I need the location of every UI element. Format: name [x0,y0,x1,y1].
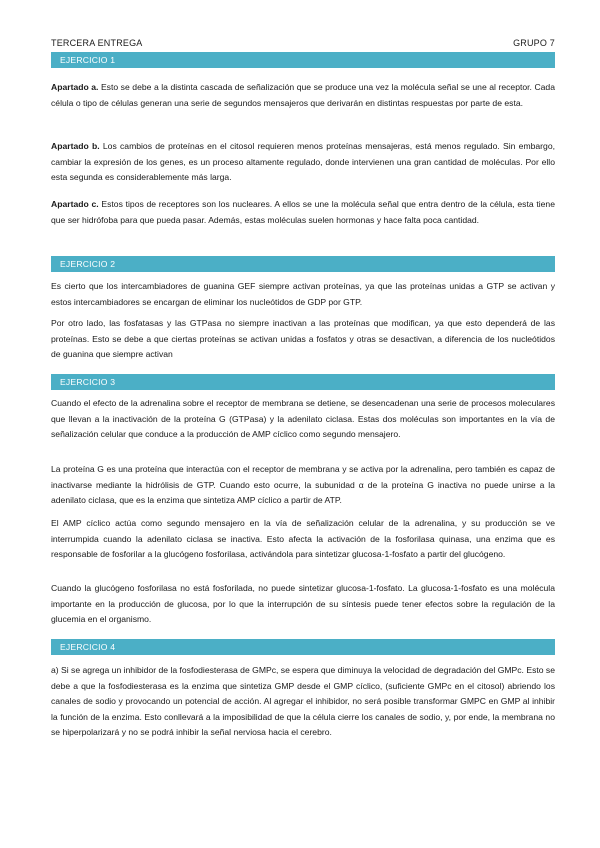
paragraph [51,80,555,111]
paragraph [51,139,555,186]
paragraph: Cuando la glucógeno fosforilasa no está fosforilada, no puede sintetizar glucosa-1-fosfato. La glucosa-1-fosfato es una molécula importante en la producción de glucosa, por lo que la interrupción de su síntesis puede tener efectos sobre la regulación de la glucemia en el organismo. [51,583,555,625]
paragraph: Cuando el efecto de la adrenalina sobre el receptor de membrana se detiene, se desencadenan una serie de procesos moleculares que llevan a la inactivación de la proteína G (GTPasa) y la adenilato ciclasa. Estas dos moléculas son importantes en la vía de señalización celular que conduce a la producción de AMP cíclico como segundo mensajero. [51,398,555,440]
paragraph: Por otro lado, las fosfatasas y las GTPasa no siempre inactivan a las proteínas que modifican, ya que esto dependerá de las proteínas. Esto se debe a que ciertas proteínas se activan unidas a fosfatos y otras se desactivan, a diferencia de los nucleótidos de guanina que siempre activan [51,318,555,360]
paragraph-text: Esto se debe a la distinta cascada de señalización que se produce una vez la molécula señal se une al receptor. Cada célula o tipo de células generan una serie de segundos mensajeros que derivarán en distintas respuestas por parte de esta. [51,82,555,108]
paragraph: a) Si se agrega un inhibidor de la fosfodiesterasa de GMPc, se espera que diminuya la velocidad de degradación del GMPc. Esto se debe a que la fosfodiesterasa es la enzima que sintetiza GMP desde el GMP cíclico, (suficiente GMPc en el citosol) abriendo los canales de sodio y provocando un potencial de acción. Al agregar el inhibidor, no será posible transformar GMPC en GMP al inhibir la función de la enzima. Esto conllevará a la imposibilidad de que la célula cierre los canales de sodio, y, por ende, la membrana no se hiperpolarizará y no se podrá inhibir la señal nerviosa hacia el cerebro. [51,665,555,738]
section-heading-ejercicio-2: EJERCICIO 2 [51,256,555,272]
paragraph [51,197,555,228]
page-header [51,38,555,50]
header-group: GRUPO 7 [513,38,555,48]
paragraph: Es cierto que los intercambiadores de guanina GEF siempre activan proteínas, ya que las proteínas unidas a GTP se activan y estos intercambiadores se encargan de eliminar los nucleótidos de GDP por GTP. [51,281,555,307]
paragraph-label: Apartado c. [51,199,99,209]
header-title: TERCERA ENTREGA [51,38,143,48]
section-heading-ejercicio-1: EJERCICIO 1 [51,52,555,68]
paragraph-label: Apartado b. [51,141,100,151]
paragraph: La proteína G es una proteína que interactúa con el receptor de membrana y se activa por la adrenalina, pero también es capaz de inactivarse mediante la hidrólisis de GTP. Cuando esto ocurre, la subunidad α de la proteína G inactiva no puede unirse a la adenilato ciclasa, que es la enzima que sintetiza AMP cíclico a partir de ATP. [51,464,555,506]
paragraph-text: Estos tipos de receptores son los nucleares. A ellos se une la molécula señal que entra dentro de la célula, esta tiene que ser hidrófoba para que pueda pasar. Además, estas moléculas suelen hormonas y hace falta poca cantidad. [51,199,555,225]
paragraph: El AMP cíclico actúa como segundo mensajero en la vía de señalización celular de la adrenalina, y su producción se ve interrumpida cuando la adenilato ciclasa se inactiva. Esto afecta la activación de la fosforilasa quinasa, una enzima que es responsable de fosforilar a la glucógeno fosforilasa, activándola para sintetizar glucosa-1-fosfato a partir del glucógeno. [51,518,555,560]
section-heading-ejercicio-3: EJERCICIO 3 [51,374,555,390]
paragraph-label: Apartado a. [51,82,99,92]
paragraph-text: Los cambios de proteínas en el citosol requieren menos proteínas mensajeras, está menos regulado. Sin embargo, cambiar la expresión de los genes, es un proceso altamente regulado, donde intervienen una gran cantidad de moléculas. Por ello esta segunda es considerablemente más larga. [51,141,555,183]
section-heading-ejercicio-4: EJERCICIO 4 [51,639,555,655]
